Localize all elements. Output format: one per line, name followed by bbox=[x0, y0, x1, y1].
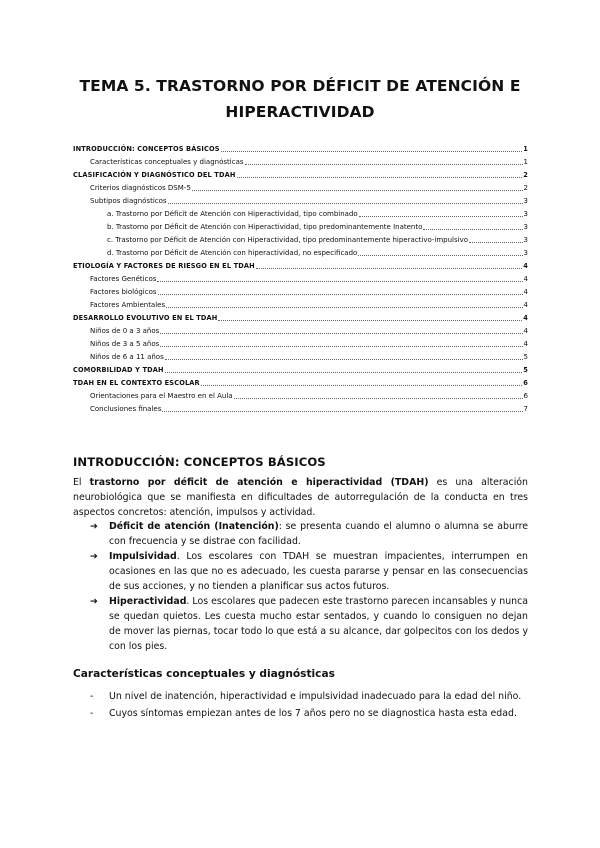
toc-page-number: 4 bbox=[523, 262, 528, 270]
toc-leader-dots bbox=[162, 410, 522, 412]
toc-entry-label: ETIOLOGÍA Y FACTORES DE RIESGO EN EL TDAH bbox=[73, 262, 255, 270]
toc-leader-dots bbox=[469, 241, 523, 243]
toc-entry[interactable] bbox=[73, 284, 528, 297]
toc-page-number: 5 bbox=[523, 353, 528, 361]
intro-paragraph bbox=[73, 475, 528, 520]
toc-leader-dots bbox=[359, 215, 523, 217]
bullet-term: Impulsividad bbox=[109, 551, 177, 562]
toc-page-number: 3 bbox=[523, 210, 528, 218]
toc-entry[interactable] bbox=[73, 310, 528, 323]
toc-entry-label: d. Trastorno por Déficit de Atención con hiperactividad, no especificado bbox=[107, 249, 358, 257]
document-title bbox=[60, 73, 540, 125]
subsection-heading-caracteristicas: Características conceptuales y diagnósticas bbox=[73, 668, 335, 680]
toc-entry-label: Subtipos diagnósticos bbox=[90, 197, 167, 205]
toc-page-number: 3 bbox=[523, 249, 528, 257]
toc-entry[interactable] bbox=[73, 180, 528, 193]
toc-entry[interactable] bbox=[73, 349, 528, 362]
list-item bbox=[90, 519, 528, 549]
toc-page-number: 4 bbox=[523, 327, 528, 335]
bullet-text: . Los escolares con TDAH se muestran impacientes, interrumpen en ocasiones en las que no es adecuado, les cuesta pararse y pensar en las consecuencias de sus acciones, y no tienden a planificar sus actos futuros. bbox=[109, 551, 528, 592]
toc-entry[interactable] bbox=[73, 232, 528, 245]
toc-entry[interactable] bbox=[73, 388, 528, 401]
toc-leader-dots bbox=[158, 293, 523, 295]
toc-page-number: 4 bbox=[523, 340, 528, 348]
bullet-text: . Los escolares que padecen este trastorno parecen incansables y nunca se quedan quietos. Les cuesta mucho estar sentados, y cuando lo consiguen no dejan de mover las piernas, tocar todo lo que está a su alcance, dar golpecitos con los dedos y con los pies. bbox=[109, 596, 528, 652]
toc-entry[interactable] bbox=[73, 206, 528, 219]
toc-page-number: 7 bbox=[523, 405, 528, 413]
toc-entry[interactable] bbox=[73, 167, 528, 180]
toc-entry[interactable] bbox=[73, 375, 528, 388]
toc-entry-label: Características conceptuales y diagnósticas bbox=[90, 158, 244, 166]
toc-leader-dots bbox=[157, 280, 522, 282]
toc-page-number: 4 bbox=[523, 301, 528, 309]
toc-entry-label: Factores Ambientales bbox=[90, 301, 166, 309]
toc-leader-dots bbox=[168, 202, 523, 204]
toc-page-number: 2 bbox=[523, 184, 528, 192]
toc-leader-dots bbox=[423, 228, 522, 230]
toc-entry-label: Niños de 3 a 5 años bbox=[90, 340, 160, 348]
toc-leader-dots bbox=[237, 176, 523, 178]
toc-entry-label: b. Trastorno por Déficit de Atención con Hiperactividad, tipo predominantemente Inatento bbox=[107, 223, 423, 231]
toc-leader-dots bbox=[234, 397, 523, 399]
toc-page-number: 6 bbox=[523, 379, 528, 387]
toc-entry[interactable] bbox=[73, 362, 528, 375]
toc-entry-label: Factores biológicos bbox=[90, 288, 157, 296]
toc-entry[interactable] bbox=[73, 193, 528, 206]
toc-entry[interactable] bbox=[73, 336, 528, 349]
toc-page-number: 3 bbox=[523, 223, 528, 231]
arrow-icon: ➔ bbox=[90, 551, 98, 562]
toc-entry-label: CLASIFICACIÓN Y DIAGNÓSTICO DEL TDAH bbox=[73, 171, 236, 179]
toc-page-number: 1 bbox=[523, 158, 528, 166]
toc-leader-dots bbox=[221, 150, 523, 152]
symptom-list bbox=[90, 519, 528, 654]
toc-leader-dots bbox=[192, 189, 523, 191]
toc-entry-label: INTRODUCCIÓN: CONCEPTOS BÁSICOS bbox=[73, 145, 220, 153]
toc-entry[interactable] bbox=[73, 141, 528, 154]
table-of-contents bbox=[73, 141, 528, 414]
toc-leader-dots bbox=[166, 306, 522, 308]
characteristics-list bbox=[90, 689, 528, 723]
bullet-term: Hiperactividad bbox=[109, 596, 187, 607]
toc-entry-label: TDAH EN EL CONTEXTO ESCOLAR bbox=[73, 379, 200, 387]
toc-entry[interactable] bbox=[73, 245, 528, 258]
toc-entry[interactable] bbox=[73, 154, 528, 167]
section-heading-introduccion: INTRODUCCIÓN: CONCEPTOS BÁSICOS bbox=[73, 455, 326, 469]
toc-entry-label: DESARROLLO EVOLUTIVO EN EL TDAH bbox=[73, 314, 218, 322]
toc-entry[interactable] bbox=[73, 401, 528, 414]
toc-entry[interactable] bbox=[73, 258, 528, 271]
toc-page-number: 4 bbox=[523, 275, 528, 283]
intro-term: trastorno por déficit de atención e hiperactividad (TDAH) bbox=[89, 477, 429, 488]
toc-page-number: 3 bbox=[523, 236, 528, 244]
intro-text-end: es una alteración neurobiológica que se manifiesta en dificultades de autorregulación de la conducta en tres aspectos concretos: atención, impulsos y actividad. bbox=[73, 477, 528, 518]
toc-entry-label: Niños de 6 a 11 años bbox=[90, 353, 164, 361]
toc-entry[interactable] bbox=[73, 271, 528, 284]
dash-marker: - bbox=[90, 691, 94, 702]
toc-entry-label: Niños de 0 a 3 años bbox=[90, 327, 160, 335]
toc-entry-label: Criterios diagnósticos DSM-5 bbox=[90, 184, 191, 192]
toc-entry[interactable] bbox=[73, 323, 528, 336]
toc-page-number: 2 bbox=[523, 171, 528, 179]
toc-page-number: 5 bbox=[523, 366, 528, 374]
list-item-text: Un nivel de inatención, hiperactividad e impulsividad inadecuado para la edad del niño. bbox=[109, 691, 522, 702]
toc-entry[interactable] bbox=[73, 297, 528, 310]
toc-leader-dots bbox=[256, 267, 522, 269]
dash-marker: - bbox=[90, 708, 94, 719]
toc-entry-label: Conclusiones finales bbox=[90, 405, 162, 413]
toc-leader-dots bbox=[245, 163, 523, 165]
intro-text-start: El bbox=[73, 477, 90, 488]
bullet-term: Déficit de atención (Inatención) bbox=[109, 521, 279, 532]
toc-page-number: 4 bbox=[523, 288, 528, 296]
list-item-text: Cuyos síntomas empiezan antes de los 7 años pero no se diagnostica hasta esta edad. bbox=[109, 708, 517, 719]
title-line-1: TEMA 5. TRASTORNO POR DÉFICIT DE ATENCIÓN E bbox=[79, 77, 521, 95]
toc-entry-label: Factores Genéticos bbox=[90, 275, 157, 283]
list-item bbox=[90, 706, 528, 721]
toc-leader-dots bbox=[160, 332, 522, 334]
toc-entry-label: Orientaciones para el Maestro en el Aula bbox=[90, 392, 233, 400]
toc-entry-label: a. Trastorno por Déficit de Atención con Hiperactividad, tipo combinado bbox=[107, 210, 358, 218]
toc-leader-dots bbox=[160, 345, 522, 347]
toc-entry[interactable] bbox=[73, 219, 528, 232]
title-line-2: HIPERACTIVIDAD bbox=[225, 103, 375, 121]
toc-page-number: 6 bbox=[523, 392, 528, 400]
toc-leader-dots bbox=[165, 371, 523, 373]
toc-leader-dots bbox=[218, 319, 522, 321]
list-item bbox=[90, 689, 528, 704]
toc-page-number: 4 bbox=[523, 314, 528, 322]
toc-leader-dots bbox=[358, 254, 522, 256]
arrow-icon: ➔ bbox=[90, 596, 98, 607]
list-item bbox=[90, 549, 528, 594]
toc-entry-label: COMORBILIDAD Y TDAH bbox=[73, 366, 164, 374]
bullet-text: : se presenta cuando el alumno o alumna se aburre con frecuencia y se distrae con facilidad. bbox=[109, 521, 529, 547]
toc-leader-dots bbox=[165, 358, 523, 360]
toc-page-number: 3 bbox=[523, 197, 528, 205]
list-item bbox=[90, 594, 528, 654]
toc-entry-label: c. Trastorno por Déficit de Atención con Hiperactividad, tipo predominantemente hiperactivo-impulsivo bbox=[107, 236, 469, 244]
toc-leader-dots bbox=[201, 384, 522, 386]
arrow-icon: ➔ bbox=[90, 521, 98, 532]
toc-page-number: 1 bbox=[523, 145, 528, 153]
